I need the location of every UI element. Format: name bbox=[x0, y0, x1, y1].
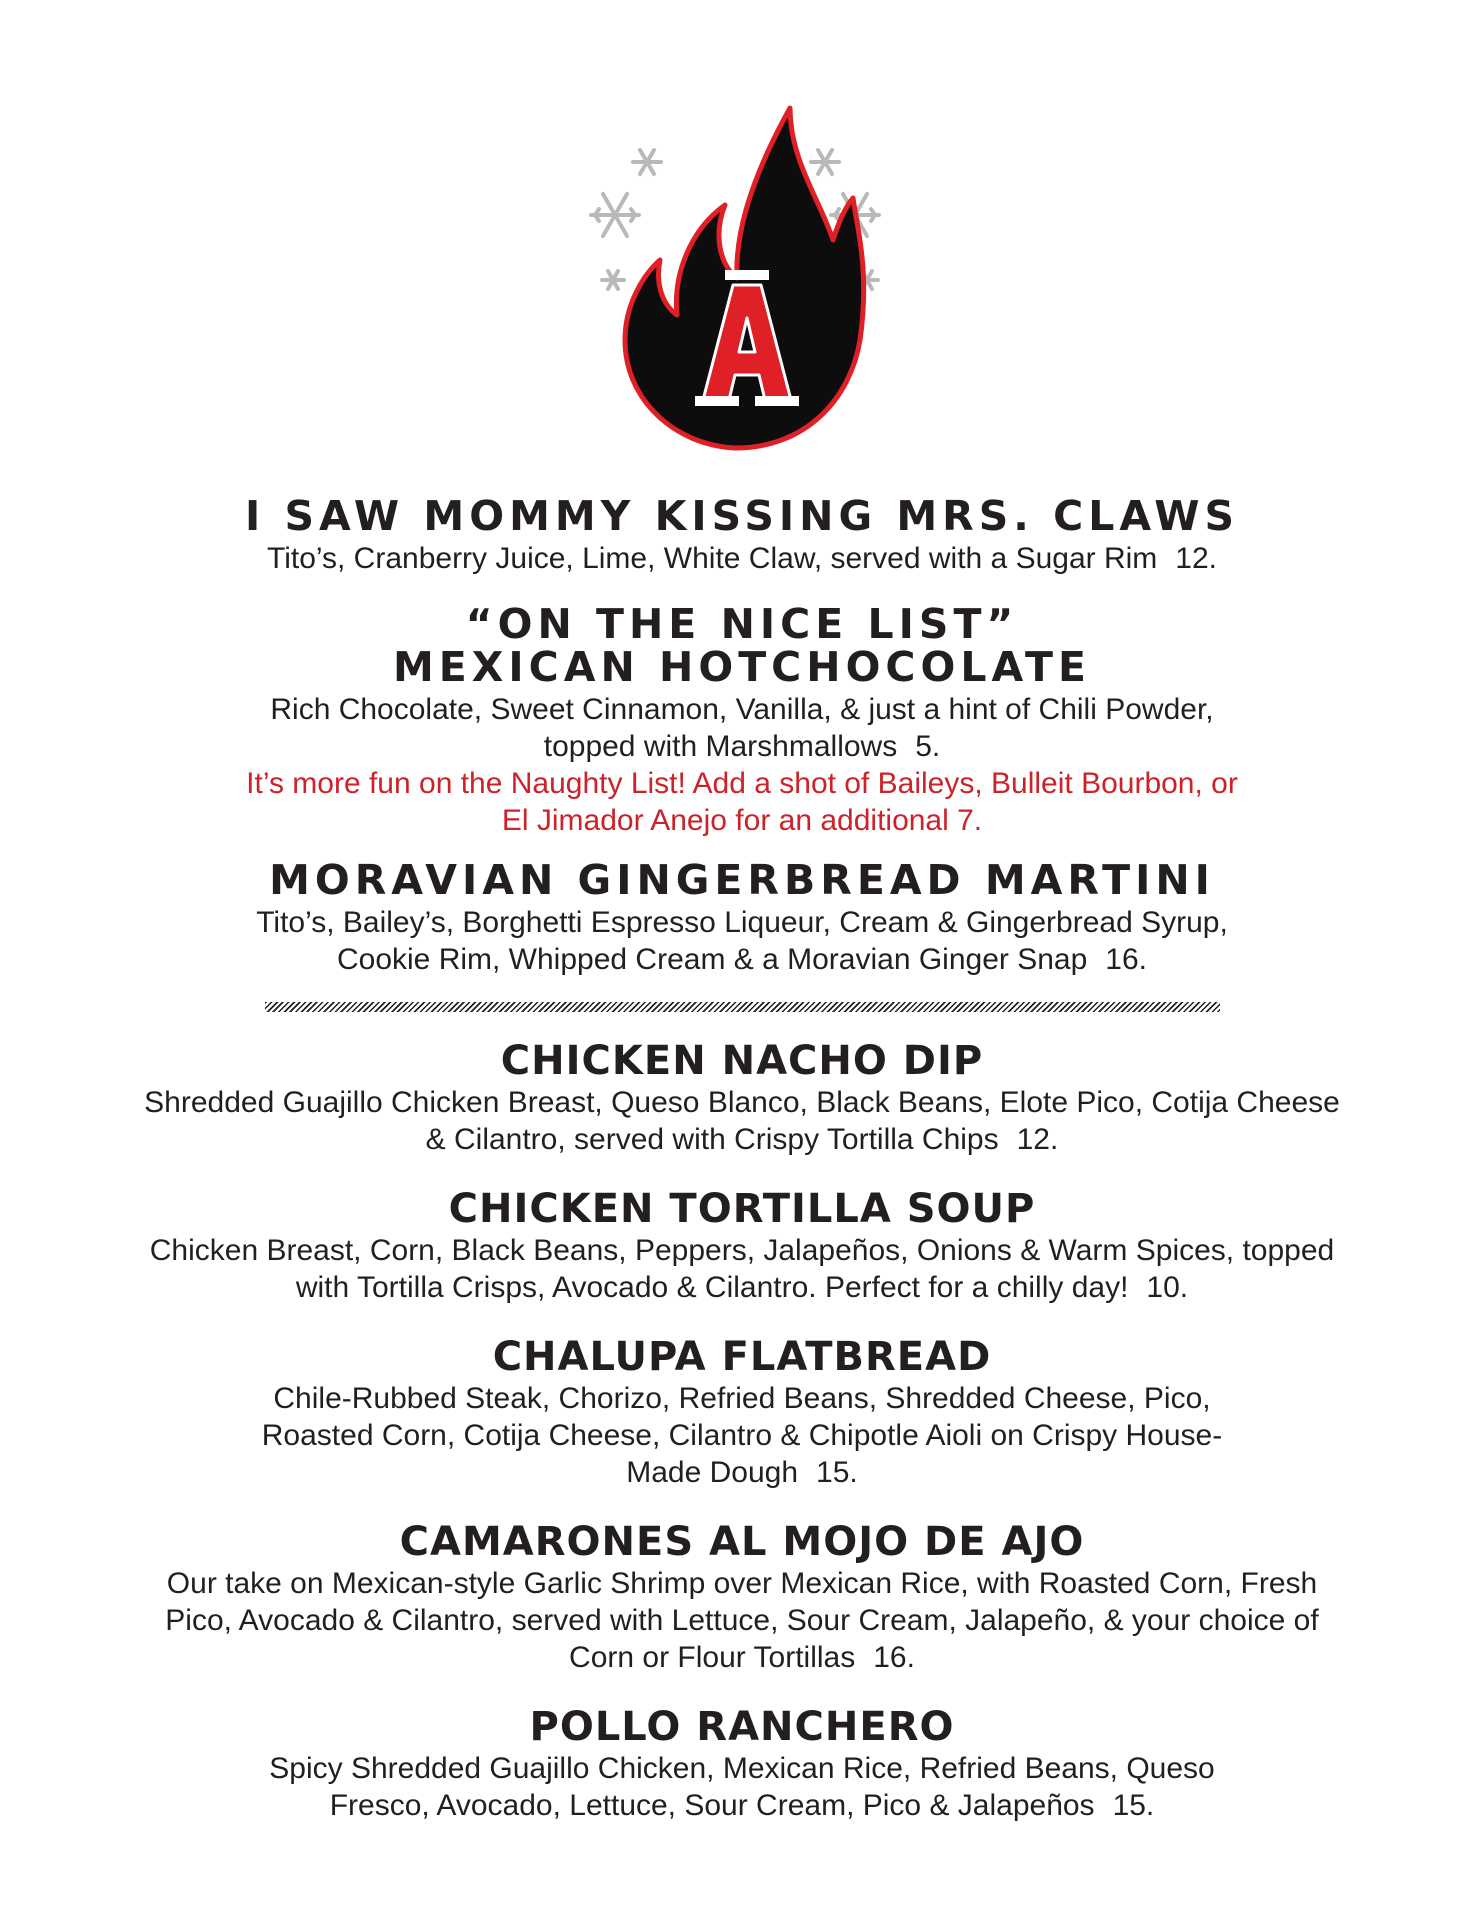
item-description bbox=[142, 1232, 1342, 1306]
item-title: POLLO RANCHERO bbox=[529, 1704, 955, 1751]
item-description bbox=[142, 540, 1342, 577]
item-title-line2: MEXICAN HOTCHOCOLATE bbox=[392, 643, 1092, 692]
item-title: I SAW MOMMY KISSING MRS. CLAWS bbox=[244, 492, 1239, 540]
description-text: Our take on Mexican-style Garlic Shrimp over Mexican Rice, with Roasted Corn, Fresh Pico, Avocado & Cilantro, served with Lettuce, Sour Cream, Jalapeño, & your choice of Corn or Flour Tortillas bbox=[165, 1567, 1319, 1675]
description-text: Tito’s, Bailey’s, Borghetti Espresso Liqueur, Cream & Gingerbread Syrup, Cookie Rim, Whipped Cream & a Moravian Ginger Snap bbox=[256, 906, 1228, 977]
item-description bbox=[242, 691, 1242, 765]
item-description bbox=[217, 904, 1267, 978]
item-price: 15. bbox=[816, 1456, 858, 1490]
flame-logo bbox=[585, 100, 905, 460]
item-description bbox=[142, 1084, 1342, 1158]
menu-content bbox=[0, 492, 1484, 1824]
menu-item-chalupa bbox=[242, 1336, 1242, 1491]
item-description bbox=[242, 1380, 1242, 1491]
description-text: Rich Chocolate, Sweet Cinnamon, Vanilla, & just a hint of Chili Powder, topped with Marshmallows bbox=[270, 693, 1214, 764]
item-price: 12. bbox=[1175, 542, 1218, 576]
menu-item-tortilla-soup bbox=[142, 1188, 1342, 1306]
description-text: Chicken Breast, Corn, Black Beans, Peppers, Jalapeños, Onions & Warm Spices, topped with Tortilla Crisps, Avocado & Cilantro. Perfect for a chilly day! bbox=[149, 1234, 1335, 1305]
naughty-list-note: It’s more fun on the Naughty List! Add a shot of Baileys, Bulleit Bourbon, or El Jimador Anejo for an additional 7. bbox=[246, 767, 1238, 838]
description-text: Shredded Guajillo Chicken Breast, Queso Blanco, Black Beans, Elote Pico, Cotija Cheese & Cilantro, served with Crispy Tortilla Chips bbox=[144, 1086, 1340, 1157]
item-price: 5. bbox=[915, 730, 941, 764]
item-title: CHALUPA FLATBREAD bbox=[492, 1334, 992, 1381]
menu-item-pollo-ranchero bbox=[217, 1706, 1267, 1824]
item-title: CHICKEN TORTILLA SOUP bbox=[448, 1186, 1036, 1233]
item-price: 15. bbox=[1112, 1789, 1155, 1823]
menu-item-gingerbread bbox=[217, 856, 1267, 978]
item-price: 12. bbox=[1016, 1123, 1059, 1157]
item-price: 16. bbox=[873, 1641, 915, 1675]
item-description bbox=[142, 1565, 1342, 1676]
item-title: CAMARONES AL MOJO DE AJO bbox=[399, 1519, 1085, 1566]
description-text: Chile-Rubbed Steak, Chorizo, Refried Beans, Shredded Cheese, Pico, Roasted Corn, Cotija Cheese, Cilantro & Chipotle Aioli on Crispy House-Made Dough bbox=[261, 1382, 1223, 1490]
item-title-line1: “ON THE NICE LIST” bbox=[465, 600, 1019, 649]
description-text: Tito’s, Cranberry Juice, Lime, White Claw, served with a Sugar Rim bbox=[266, 542, 1158, 576]
menu-item-claws bbox=[142, 492, 1342, 577]
section-divider bbox=[265, 1002, 1220, 1012]
item-price: 10. bbox=[1146, 1271, 1189, 1305]
item-title: MORAVIAN GINGERBREAD MARTINI bbox=[269, 856, 1215, 905]
menu-item-camarones bbox=[142, 1521, 1342, 1676]
menu-item-hotchocolate bbox=[242, 600, 1242, 839]
logo-letter: A bbox=[747, 437, 749, 439]
description-text: Spicy Shredded Guajillo Chicken, Mexican Rice, Refried Beans, Queso Fresco, Avocado, Lettuce, Sour Cream, Pico & Jalapeños bbox=[269, 1752, 1215, 1823]
item-price: 16. bbox=[1105, 943, 1148, 977]
item-description bbox=[217, 1750, 1267, 1824]
menu-item-nacho-dip bbox=[142, 1040, 1342, 1158]
item-title: CHICKEN NACHO DIP bbox=[500, 1038, 984, 1085]
